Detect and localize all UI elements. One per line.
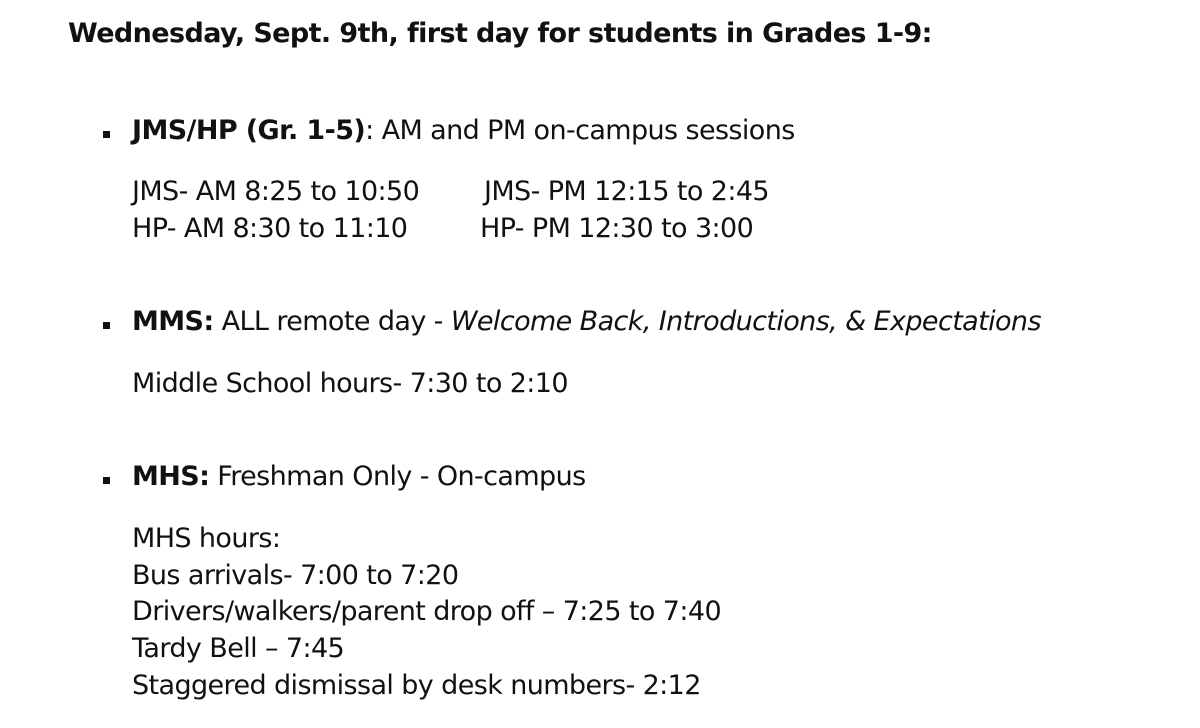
section-text: ALL remote day - bbox=[213, 306, 451, 337]
mms-hours: Middle School hours- 7:30 to 2:10 bbox=[132, 368, 568, 399]
mhs-bus-arrivals: Bus arrivals- 7:00 to 7:20 bbox=[132, 560, 459, 591]
section-label: MHS: bbox=[132, 461, 210, 492]
section-heading-mhs bbox=[132, 463, 586, 490]
section-label: JMS/HP (Gr. 1-5) bbox=[132, 115, 366, 146]
section-label-colon: : bbox=[365, 115, 374, 146]
bullet-marker bbox=[103, 322, 110, 329]
bullet-marker bbox=[103, 131, 110, 138]
jms-pm-time: JMS- PM 12:15 to 2:45 bbox=[484, 176, 769, 207]
page-title: Wednesday, Sept. 9th, first day for students in Grades 1-9: bbox=[68, 18, 932, 49]
hp-pm-time: HP- PM 12:30 to 3:00 bbox=[480, 213, 754, 244]
mhs-drop-off: Drivers/walkers/parent drop off – 7:25 to 7:40 bbox=[132, 596, 722, 627]
bullet-marker bbox=[103, 477, 110, 484]
mhs-hours-heading: MHS hours: bbox=[132, 523, 281, 554]
section-text: AM and PM on-campus sessions bbox=[373, 115, 795, 146]
mhs-tardy-bell: Tardy Bell – 7:45 bbox=[132, 633, 345, 664]
mhs-dismissal: Staggered dismissal by desk numbers- 2:12 bbox=[132, 670, 701, 701]
section-heading-mms bbox=[132, 308, 1041, 335]
section-heading-jms-hp bbox=[132, 117, 795, 144]
jms-am-time: JMS- AM 8:25 to 10:50 bbox=[132, 176, 420, 207]
section-label: MMS: bbox=[132, 306, 214, 337]
hp-am-time: HP- AM 8:30 to 11:10 bbox=[132, 213, 408, 244]
section-text: Freshman Only - On-campus bbox=[209, 461, 586, 492]
section-emphasis: Welcome Back, Introductions, & Expectations bbox=[450, 306, 1041, 337]
